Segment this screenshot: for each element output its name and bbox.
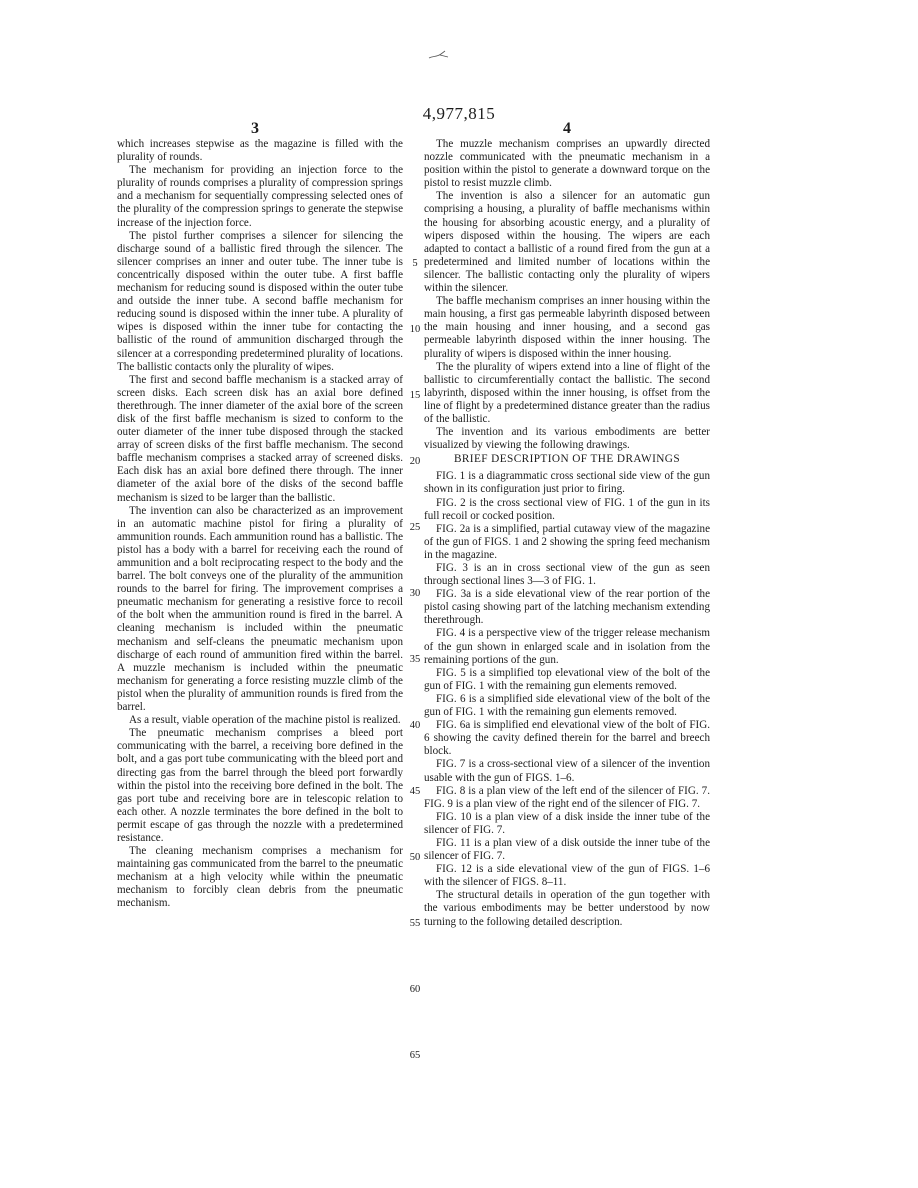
figure-description: FIG. 11 is a plan view of a disk outside the inner tube of the silencer of FIG. 7.	[424, 836, 710, 863]
figure-description: FIG. 7 is a cross-sectional view of a silencer of the invention usable with the gun of FIGS. 1–6.	[424, 758, 710, 784]
paragraph: The mechanism for providing an injection force to the plurality of rounds comprises a plurality of compression springs and a mechanism for sequentially compressing selected ones of the plurality of the compression springs to generate the stepwise increase of the injection force.	[117, 164, 403, 229]
left-page-number: 3	[251, 120, 259, 137]
line-number: 20	[409, 456, 421, 467]
line-number: 25	[409, 522, 421, 533]
figure-description: FIG. 10 is a plan view of a disk inside the inner tube of the silencer of FIG. 7.	[424, 810, 710, 836]
figure-description: FIG. 2a is a simplified, partial cutaway view of the magazine of the gun of FIGS. 1 and 2 showing the spring feed mechanism in the magazine.	[424, 522, 710, 561]
figure-description: FIG. 5 is a simplified top elevational view of the bolt of the gun of FIG. 1 with the remaining gun elements removed.	[424, 666, 710, 692]
figure-description: FIG. 2 is the cross sectional view of FIG. 1 of the gun in its full recoil or cocked position.	[424, 496, 710, 522]
line-number: 60	[409, 984, 421, 995]
line-number: 10	[409, 324, 421, 335]
line-number: 5	[412, 258, 418, 269]
line-number: 15	[409, 390, 421, 401]
paragraph: The cleaning mechanism comprises a mechanism for maintaining gas communicated from the barrel to the pneumatic mechanism at a high velocity while within the pneumatic mechanism to forcibly clean debris from the pneumatic mechanism.	[117, 845, 403, 910]
paragraph: The baffle mechanism comprises an inner housing within the main housing, a first gas permeable labyrinth disposed between the main housing and inner housing, and a second gas permeable labyrinth disposed within the inner housing. The plurality of wipers is disposed within the inner housing.	[424, 295, 710, 360]
figure-description: FIG. 1 is a diagrammatic cross sectional side view of the gun shown in its configuration just prior to firing.	[424, 470, 710, 496]
paragraph: The pistol further comprises a silencer for silencing the discharge sound of a ballistic fired through the silencer. The silencer comprises an inner and outer tube. The inner tube is concentrically disposed within the outer tube. A first baffle mechanism for reducing sound is disposed within the outer tube and outside the inner tube. A second baffle mechanism for reducing sound is disposed within the inner tube. A plurality of wipes is disposed within the inner tube for contacting the ballistic of the round of ammunition discharged through the silencer at a corresponding predetermined plurality of locations. The ballistic contacts only the plurality of wipes.	[117, 229, 403, 373]
figure-description: FIG. 3a is a side elevational view of the rear portion of the pistol casing showing part of the latching mechanism extending therethrough.	[424, 588, 710, 627]
line-number: 35	[409, 654, 421, 665]
figure-description: FIG. 6a is simplified end elevational view of the bolt of FIG. 6 showing the cavity defined therein for the barrel and breech block.	[424, 719, 710, 758]
paragraph: The invention is also a silencer for an automatic gun comprising a housing, a plurality of baffle mechanisms within the housing for absorbing acoustic energy, and a plurality of wipers disposed within the housing. The wipers are each adapted to contact a ballistic of a round fired from the gun at a predetermined and limited number of locations within the silencer. The ballistic contacting only the plurality of wipers within the silencer.	[424, 190, 710, 295]
right-page-number: 4	[563, 120, 571, 137]
figure-description: FIG. 6 is a simplified side elevational view of the bolt of the gun of FIG. 1 with the remaining gun elements removed.	[424, 692, 710, 719]
margin-mark	[428, 50, 450, 60]
line-number: 40	[409, 720, 421, 731]
section-heading: BRIEF DESCRIPTION OF THE DRAWINGS	[453, 453, 681, 466]
line-number: 30	[409, 588, 421, 599]
paragraph: The muzzle mechanism comprises an upwardly directed nozzle communicated with the pneumatic mechanism in a position within the pistol to generate a downward torque on the pistol to resist muzzle climb.	[424, 138, 710, 190]
figure-description: FIG. 8 is a plan view of the left end of the silencer of FIG. 7. FIG. 9 is a plan view of the right end of the silencer of FIG. 7.	[424, 784, 710, 810]
patent-number: 4,977,815	[422, 104, 496, 123]
left-column	[117, 138, 403, 911]
paragraph: which increases stepwise as the magazine is filled with the plurality of rounds.	[117, 138, 403, 164]
figure-description: FIG. 12 is a side elevational view of the gun of FIGS. 1–6 with the silencer of FIGS. 8–11.	[424, 863, 710, 889]
figure-description: FIG. 3 is an in cross sectional view of the gun as seen through sectional lines 3—3 of FIG. 1.	[424, 562, 710, 588]
paragraph: The invention can also be characterized as an improvement in an automatic machine pistol for firing a plurality of ammunition rounds. Each ammunition round has a ballistic. The pistol has a body with a barrel for receiving each the round of ammunition and a bolt reciprocating respect to the body and the barrel. The bolt conveys one of the plurality of the ammunition rounds to the barrel for firing. The improvement comprises a pneumatic mechanism for generating a resistive force to recoil of the bolt when the ammunition round is fired in the barrel. A cleaning mechanism is included within the pneumatic mechanism and self-cleans the pneumatic mechanism upon discharge of each round of ammunition fired within the barrel. A muzzle mechanism is included within the pneumatic mechanism for generating a force resisting muzzle climb of the pistol when the plurality of ammunition rounds is fired from the barrel.	[117, 504, 403, 714]
paragraph: The pneumatic mechanism comprises a bleed port communicating with the barrel, a receiving bore defined in the bolt, and a gas port tube communicating with the bleed port and directing gas from the barrel through the bleed port forwardly within the pistol into the receiving bore defined in the bolt. The gas port tube and receiving bore are in telescopic relation to each other. A nozzle terminates the bore defined in the bolt to permit escape of gas through the nozzle with a predetermined resistance.	[117, 727, 403, 844]
line-number: 50	[409, 852, 421, 863]
line-number: 55	[409, 918, 421, 929]
line-number: 45	[409, 786, 421, 797]
paragraph: The invention and its various embodiments are better visualized by viewing the following drawings.	[424, 426, 710, 452]
paragraph: The structural details in operation of the gun together with the various embodiments may be better understood by now turning to the following detailed description.	[424, 889, 710, 928]
right-column	[424, 138, 710, 929]
paragraph: The first and second baffle mechanism is a stacked array of screen disks. Each screen disk has an axial bore defined therethrough. The inner diameter of the axial bore of the screen disk of the first baffle mechanism is sized to conform to the outer diameter of the inner tube disposed through the stacked array of screen disks of the first baffle mechanism. The second baffle mechanism comprises a stacked array of screened disks. Each disk has an axial bore defined there through. The inner diameter of the axial bore of the disks of the second baffle mechanism is sized to be larger than the ballistic.	[117, 373, 403, 504]
figure-description: FIG. 4 is a perspective view of the trigger release mechanism of the gun shown in enlarged scale and in isolation from the remaining portions of the gun.	[424, 627, 710, 666]
paragraph: The the plurality of wipers extend into a line of flight of the ballistic to circumferentially contact the ballistic. The second labyrinth, disposed within the inner housing, is offset from the line of flight by a predetermined distance greater than the radius of the ballistic.	[424, 360, 710, 425]
line-number: 65	[409, 1050, 421, 1061]
paragraph: As a result, viable operation of the machine pistol is realized.	[129, 714, 401, 727]
